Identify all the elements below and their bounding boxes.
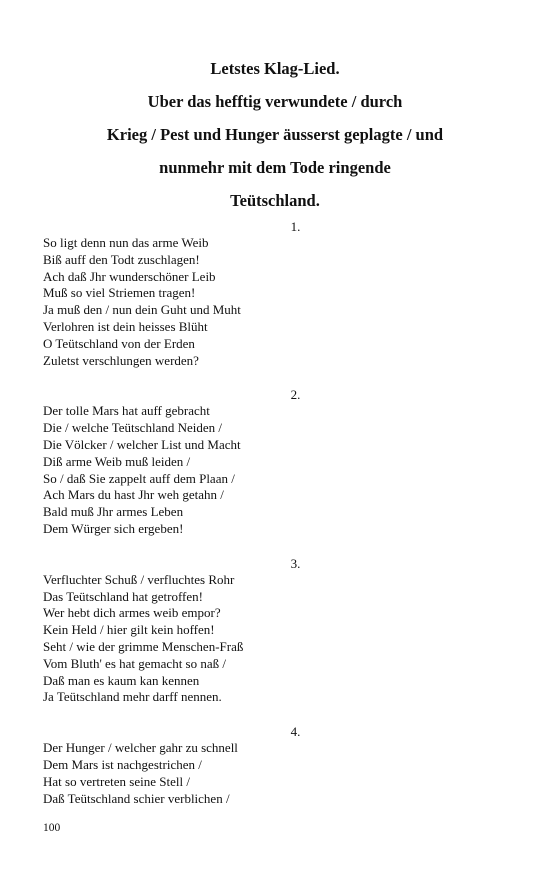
poem-title-line: nunmehr mit dem Tode ringende: [159, 158, 391, 177]
verse-line: Der tolle Mars hat auff gebracht: [43, 403, 210, 419]
verse-line: Die Völcker / welcher List und Macht: [43, 436, 241, 452]
verse-line: So / daß Sie zappelt auff dem Plaan /: [43, 470, 235, 486]
verse-line: Daß man es kaum kan kennen: [43, 672, 200, 688]
verse-line: Ja Teütschland mehr darff nennen.: [43, 689, 222, 705]
verse-line: Verlohren ist dein heisses Blüht: [43, 318, 208, 334]
verse-line: Vom Bluth' es hat gemacht so naß /: [43, 655, 226, 671]
verse-line: Ja muß den / nun dein Guht und Muht: [43, 302, 241, 318]
verse-line: Diß arme Weib muß leiden /: [43, 453, 191, 469]
stanza-number: 4.: [290, 724, 301, 740]
stanza: [43, 723, 488, 807]
poem-title-line: Krieg / Pest und Hunger äusserst geplagte / und: [106, 125, 444, 144]
verse-line: Hat so vertreten seine Stell /: [43, 773, 190, 789]
page-number: 100: [43, 822, 61, 834]
verse-line: Dem Mars ist nachgestrichen /: [43, 756, 202, 772]
verse-line: Die / welche Teütschland Neiden /: [43, 420, 222, 436]
verse-line: Daß Teütschland schier verblichen /: [43, 790, 230, 806]
stanza: [43, 386, 488, 537]
poem-body: [43, 218, 488, 824]
verse-line: Der Hunger / welcher gahr zu schnell: [43, 740, 238, 756]
stanza: [43, 218, 488, 369]
poem-title-line: Teütschland.: [230, 191, 320, 210]
verse-line: Verfluchter Schuß / verfluchtes Rohr: [43, 571, 235, 587]
poem-title-line: Uber das hefftig verwundete / durch: [147, 92, 403, 111]
verse-line: Dem Würger sich ergeben!: [43, 520, 184, 536]
stanza-number: 1.: [290, 219, 301, 234]
verse-line: Muß so viel Striemen tragen!: [43, 285, 196, 301]
verse-line: Ach Mars du hast Jhr weh getahn /: [43, 487, 224, 503]
verse-line: Bald muß Jhr armes Leben: [43, 504, 184, 520]
verse-line: Kein Held / hier gilt kein hoffen!: [43, 622, 215, 638]
verse-line: Biß auff den Todt zuschlagen!: [43, 251, 200, 267]
verse-line: So ligt denn nun das arme Weib: [43, 235, 209, 250]
verse-line: Seht / wie der grimme Menschen-Fraß: [43, 638, 244, 654]
poem-title-block: [0, 52, 550, 217]
verse-line: Wer hebt dich armes weib empor?: [43, 605, 221, 621]
stanza: [43, 555, 488, 706]
verse-line: Das Teütschland hat getroffen!: [43, 588, 203, 604]
verse-line: Zuletst verschlungen werden?: [43, 352, 199, 368]
stanza-number: 2.: [290, 387, 301, 403]
stanza-number: 3.: [290, 555, 301, 571]
poem-title-line: Letstes Klag-Lied.: [210, 59, 340, 78]
verse-line: Ach daß Jhr wunderschöner Leib: [43, 268, 216, 284]
verse-line: O Teütschland von der Erden: [43, 335, 195, 351]
